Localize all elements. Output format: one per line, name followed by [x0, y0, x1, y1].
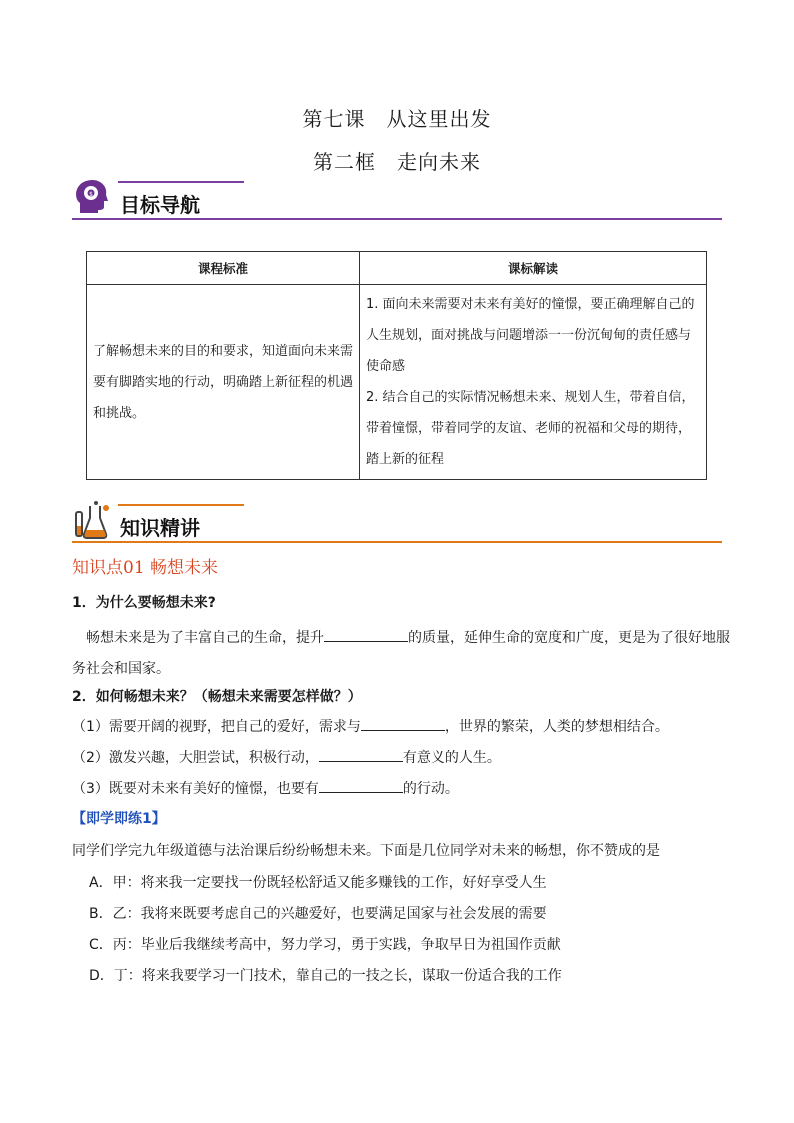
- goal-header-divider: [72, 218, 722, 220]
- interpretation-cell: 1. 面向未来需要对未来有美好的憧憬，要正确理解自己的人生规划，面对挑战与问题增添一一份沉甸甸的责任感与使命感 2. 结合自己的实际情况畅想未来、规划人生，带着自信，带着憧憬，带着同学的友谊、老师的祝福和父母的期待，踏上新的征程: [360, 285, 707, 480]
- flask-icon: [72, 500, 112, 540]
- goal-section-label: 目标导航: [120, 193, 200, 217]
- goal-section-header: [72, 177, 722, 227]
- knowledge-section-header: [72, 500, 722, 550]
- q1-text-a: 畅想未来是为了丰富自己的生命，提升: [86, 630, 324, 646]
- knowledge-header-topline: [118, 504, 244, 506]
- option-a[interactable]: A．甲：将来我一定要找一份既轻松舒适又能多赚钱的工作，好好享受人生: [89, 875, 547, 891]
- table-header-interpretation: 课标解读: [360, 252, 707, 285]
- q2-item-1-text-b: ，世界的繁荣，人类的梦想相结合。: [444, 719, 669, 735]
- fill-blank-2[interactable]: [361, 716, 445, 731]
- standard-cell: 了解畅想未来的目的和要求，知道面向未来需要有脚踏实地的行动，明确踏上新征程的机遇和挑战。: [87, 285, 360, 480]
- q2-item-3-text-a: （3）既要对未来有美好的憧憬，也要有: [72, 781, 319, 797]
- goal-header-topline: [118, 181, 244, 183]
- q2-item-1-text-a: （1）需要开阔的视野，把自己的爱好，需求与: [72, 719, 361, 735]
- option-c[interactable]: C．丙：毕业后我继续考高中，努力学习，勇于实践，争取早日为祖国作贡献: [89, 937, 561, 953]
- q1-heading: 1．为什么要畅想未来?: [72, 595, 216, 611]
- lesson-title: 第七课 从这里出发: [302, 107, 492, 131]
- section-title: 第二框 走向未来: [313, 150, 481, 174]
- q2-item-1: [72, 716, 732, 737]
- knowledge-section-label: 知识精讲: [120, 516, 200, 540]
- q2-item-2-text-b: 有意义的人生。: [402, 750, 501, 766]
- table-header-standard: 课程标准: [87, 252, 360, 285]
- q2-item-2: [72, 747, 732, 768]
- knowledge-point-title: 知识点01 畅想未来: [72, 558, 219, 578]
- practice-question: 同学们学完九年级道德与法治课后纷纷畅想未来。下面是几位同学对未来的畅想，你不赞成的是: [72, 843, 660, 859]
- q1-text-b: 的质量，延伸生命的宽度和广度，更是为了很好地服务社会和国家。: [72, 630, 730, 677]
- svg-text:$: $: [89, 191, 93, 198]
- q2-heading: 2．如何畅想未来？（畅想未来需要怎样做？）: [72, 689, 362, 705]
- fill-blank-1[interactable]: [324, 627, 408, 642]
- knowledge-header-divider: [72, 541, 722, 543]
- head-gear-icon: [72, 177, 112, 217]
- practice-tag: 【即学即练1】: [72, 811, 166, 827]
- q2-item-3: [72, 778, 732, 799]
- standards-table: [86, 251, 707, 480]
- q2-item-2-text-a: （2）激发兴趣，大胆尝试，积极行动，: [72, 750, 319, 766]
- option-b[interactable]: B．乙：我将来既要考虑自己的兴趣爱好，也要满足国家与社会发展的需要: [89, 906, 547, 922]
- q1-paragraph: [72, 623, 732, 685]
- q2-item-3-text-b: 的行动。: [402, 781, 459, 797]
- fill-blank-3[interactable]: [319, 747, 403, 762]
- option-d[interactable]: D．丁：将来我要学习一门技术，靠自己的一技之长，谋取一份适合我的工作: [89, 968, 562, 984]
- fill-blank-4[interactable]: [319, 778, 403, 793]
